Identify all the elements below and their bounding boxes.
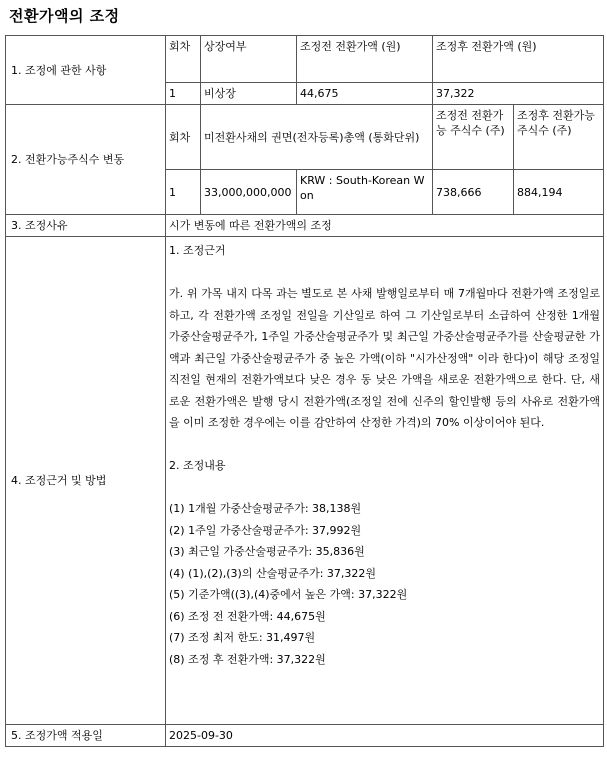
adjustment-table (5, 35, 604, 747)
sec1-round: 1 (166, 83, 201, 105)
detail-item: (6) 조정 전 전환가액: 44,675원 (169, 609, 326, 623)
sec1-header-listing: 상장여부 (201, 36, 297, 83)
sec1-header-after: 조정후 전환가액 (원) (433, 36, 604, 83)
page-title: 전환가액의 조정 (9, 7, 120, 25)
sec1-before-price: 44,675 (297, 83, 433, 105)
sec4-label: 4. 조정근거 및 방법 (6, 237, 166, 725)
detail-heading: 2. 조정내용 (169, 459, 226, 472)
sec5-label: 5. 조정가액 적용일 (6, 725, 166, 747)
sec1-after-price: 37,322 (433, 83, 604, 105)
sec5-row (6, 725, 604, 747)
detail-item: (3) 최근일 가중산술평균주가: 35,836원 (169, 545, 365, 558)
sec3-value: 시가 변동에 따른 전환가액의 조정 (166, 215, 604, 237)
sec2-header-after-shares: 조정후 전환가능 주식수 (주) (514, 105, 604, 170)
sec3-row (6, 215, 604, 237)
detail-item: (1) 1개월 가중산술평균주가: 38,138원 (169, 502, 362, 515)
sec5-value: 2025-09-30 (166, 725, 604, 747)
detail-item: (8) 조정 후 전환가액: 37,322원 (169, 652, 326, 666)
sec3-label: 3. 조정사유 (6, 215, 166, 237)
sec2-header-round: 회차 (166, 105, 201, 170)
detail-item: (7) 조정 최저 한도: 31,497원 (169, 631, 316, 644)
sec2-after-shares: 884,194 (514, 170, 604, 215)
sec2-round: 1 (166, 170, 201, 215)
basis-text: 가. 위 가목 내지 다목 과는 별도로 본 사채 발행일로부터 매 7개월마다 전환가액 조정일로 하고, 각 전환가액 조정일 전일을 기산일로 하여 그 기산일로부터 소급하여 산정한 1개월 가중산술평균주가, 1주일 가중산술평균주가 및 최근일 가중산술평균주가를 산술평균한 가액과 최근일 가중산술평균주가 중 높은 가액(이하 "시가산정액" 이라 한다)이 해당 조정일 직전일 현재의 전환가액보다 낮은 경우 동 낮은 가액을 새로운 전환가액으로 한다. 단, 새로운 전환가액은 발행 당시 전환가액(조정일 전에 신주의 할인발행 등의 사유로 전환가액을 이미 조정한 경우에는 이를 감안하여 산정한 가격)의 70% 이상이어야 된다. (169, 287, 600, 429)
detail-item: (4) (1),(2),(3)의 산술평균주가: 37,322원 (169, 566, 377, 580)
sec2-header-row (6, 105, 604, 170)
sec2-face-value: 33,000,000,000 (201, 170, 297, 215)
sec2-label: 2. 전환가능주식수 변동 (6, 105, 166, 215)
sec1-header-round: 회차 (166, 36, 201, 83)
basis-heading: 1. 조정근거 (169, 244, 226, 257)
sec2-header-face-value: 미전환사채의 권면(전자등록)총액 (통화단위) (201, 105, 433, 170)
sec2-currency: KRW : South-Korean Won (297, 170, 433, 215)
sec1-header-row (6, 36, 604, 83)
sec4-row (6, 237, 604, 725)
sec1-label: 1. 조정에 관한 사항 (6, 36, 166, 105)
detail-item: (2) 1주일 가중산술평균주가: 37,992원 (169, 523, 362, 537)
sec1-header-before: 조정전 전환가액 (원) (297, 36, 433, 83)
detail-item: (5) 기준가액((3),(4)중에서 높은 가액: 37,322원 (169, 588, 408, 601)
sec2-before-shares: 738,666 (433, 170, 514, 215)
sec2-header-before-shares: 조정전 전환가능 주식수 (주) (433, 105, 514, 170)
sec1-listing: 비상장 (201, 83, 297, 105)
sec4-content (166, 237, 604, 725)
